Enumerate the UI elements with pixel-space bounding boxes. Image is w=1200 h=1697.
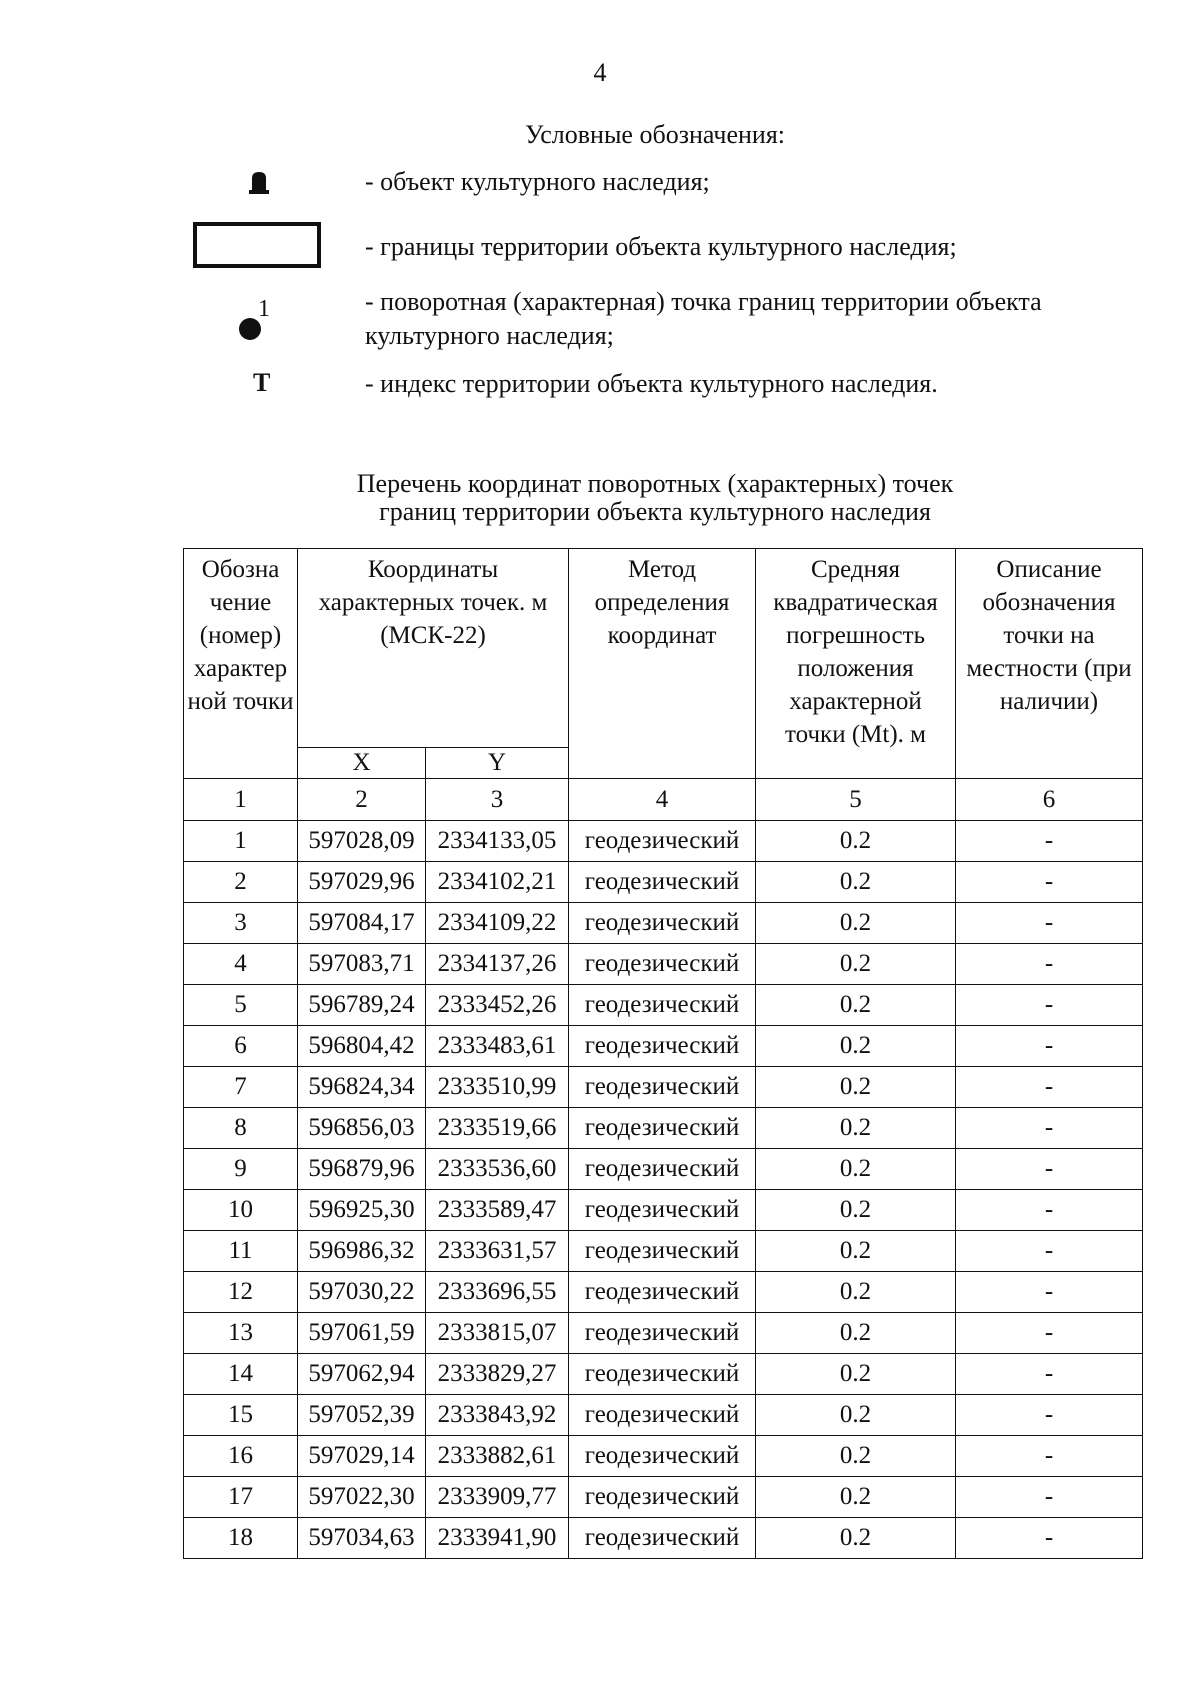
error-cell: 0.2 xyxy=(756,903,956,944)
error-cell: 0.2 xyxy=(756,1272,956,1313)
error-cell: 0.2 xyxy=(756,1436,956,1477)
description-cell: - xyxy=(956,903,1143,944)
table-row xyxy=(184,821,1143,862)
error-cell: 0.2 xyxy=(756,862,956,903)
method-cell: геодезический xyxy=(569,1395,756,1436)
x-coordinate-cell: 597062,94 xyxy=(298,1354,426,1395)
x-coordinate-cell: 597028,09 xyxy=(298,821,426,862)
table-row xyxy=(184,1477,1143,1518)
point-number-cell: 18 xyxy=(184,1518,298,1559)
y-coordinate-cell: 2334137,26 xyxy=(426,944,569,985)
description-cell: - xyxy=(956,1067,1143,1108)
description-cell: - xyxy=(956,1436,1143,1477)
error-cell: 0.2 xyxy=(756,1313,956,1354)
territory-index-icon: Т xyxy=(253,368,271,397)
method-cell: геодезический xyxy=(569,1026,756,1067)
header-description: Описание обозначения точки на местности (при наличии) xyxy=(956,549,1143,779)
point-number-cell: 4 xyxy=(184,944,298,985)
x-coordinate-cell: 596824,34 xyxy=(298,1067,426,1108)
error-cell: 0.2 xyxy=(756,1395,956,1436)
legend-title: Условные обозначения: xyxy=(524,120,786,149)
point-number-cell: 12 xyxy=(184,1272,298,1313)
table-row xyxy=(184,1518,1143,1559)
error-cell: 0.2 xyxy=(756,1231,956,1272)
error-cell: 0.2 xyxy=(756,1026,956,1067)
point-number-cell: 6 xyxy=(184,1026,298,1067)
table-row xyxy=(184,1354,1143,1395)
page-number: 4 xyxy=(593,58,607,87)
description-cell: - xyxy=(956,1272,1143,1313)
method-cell: геодезический xyxy=(569,1313,756,1354)
y-coordinate-cell: 2333829,27 xyxy=(426,1354,569,1395)
x-coordinate-cell: 597034,63 xyxy=(298,1518,426,1559)
error-cell: 0.2 xyxy=(756,985,956,1026)
y-coordinate-cell: 2333519,66 xyxy=(426,1108,569,1149)
point-number-cell: 8 xyxy=(184,1108,298,1149)
point-number-cell: 17 xyxy=(184,1477,298,1518)
y-coordinate-cell: 2333631,57 xyxy=(426,1231,569,1272)
y-coordinate-cell: 2334102,21 xyxy=(426,862,569,903)
method-cell: геодезический xyxy=(569,1149,756,1190)
header-designation: Обозна чение (номер) характер ной точки xyxy=(184,549,298,779)
method-cell: геодезический xyxy=(569,821,756,862)
column-number: 5 xyxy=(756,779,956,821)
method-cell: геодезический xyxy=(569,1477,756,1518)
table-row xyxy=(184,1272,1143,1313)
x-coordinate-cell: 596879,96 xyxy=(298,1149,426,1190)
x-coordinate-cell: 596789,24 xyxy=(298,985,426,1026)
table-row xyxy=(184,1149,1143,1190)
x-coordinate-cell: 597029,14 xyxy=(298,1436,426,1477)
x-coordinate-cell: 597061,59 xyxy=(298,1313,426,1354)
point-number-cell: 16 xyxy=(184,1436,298,1477)
method-cell: геодезический xyxy=(569,985,756,1026)
description-cell: - xyxy=(956,1518,1143,1559)
method-cell: геодезический xyxy=(569,1518,756,1559)
y-coordinate-cell: 2333483,61 xyxy=(426,1026,569,1067)
description-cell: - xyxy=(956,944,1143,985)
point-number-cell: 15 xyxy=(184,1395,298,1436)
x-coordinate-cell: 596804,42 xyxy=(298,1026,426,1067)
x-coordinate-cell: 597022,30 xyxy=(298,1477,426,1518)
column-number: 2 xyxy=(298,779,426,821)
y-coordinate-cell: 2333589,47 xyxy=(426,1190,569,1231)
method-cell: геодезический xyxy=(569,1108,756,1149)
error-cell: 0.2 xyxy=(756,1518,956,1559)
table-title xyxy=(0,470,1200,526)
method-cell: геодезический xyxy=(569,1067,756,1108)
point-number-cell: 11 xyxy=(184,1231,298,1272)
table-row xyxy=(184,944,1143,985)
method-cell: геодезический xyxy=(569,1354,756,1395)
table-title-line-2: границ территории объекта культурного наследия xyxy=(379,497,931,526)
method-cell: геодезический xyxy=(569,944,756,985)
error-cell: 0.2 xyxy=(756,1354,956,1395)
description-cell: - xyxy=(956,1395,1143,1436)
description-cell: - xyxy=(956,1354,1143,1395)
table-row xyxy=(184,1108,1143,1149)
x-coordinate-cell: 597084,17 xyxy=(298,903,426,944)
description-cell: - xyxy=(956,1190,1143,1231)
point-number-cell: 3 xyxy=(184,903,298,944)
legend-item-turning-point: - поворотная (характерная) точка границ территории объекта культурного наследия; xyxy=(365,287,1042,350)
method-cell: геодезический xyxy=(569,862,756,903)
x-coordinate-cell: 597029,96 xyxy=(298,862,426,903)
error-cell: 0.2 xyxy=(756,1108,956,1149)
error-cell: 0.2 xyxy=(756,821,956,862)
description-cell: - xyxy=(956,985,1143,1026)
territory-boundary-icon xyxy=(193,222,321,268)
description-cell: - xyxy=(956,1313,1143,1354)
point-number-cell: 10 xyxy=(184,1190,298,1231)
coordinates-table xyxy=(183,548,1143,1559)
column-number: 1 xyxy=(184,779,298,821)
table-row xyxy=(184,903,1143,944)
error-cell: 0.2 xyxy=(756,1149,956,1190)
y-coordinate-cell: 2333843,92 xyxy=(426,1395,569,1436)
column-number: 6 xyxy=(956,779,1143,821)
point-number-cell: 1 xyxy=(184,821,298,862)
header-y: Y xyxy=(426,748,569,779)
point-number-cell: 9 xyxy=(184,1149,298,1190)
method-cell: геодезический xyxy=(569,903,756,944)
table-row xyxy=(184,1436,1143,1477)
x-coordinate-cell: 597052,39 xyxy=(298,1395,426,1436)
cultural-heritage-object-icon xyxy=(249,170,269,194)
description-cell: - xyxy=(956,1477,1143,1518)
table-row xyxy=(184,1190,1143,1231)
point-number-cell: 14 xyxy=(184,1354,298,1395)
point-number-cell: 7 xyxy=(184,1067,298,1108)
method-cell: геодезический xyxy=(569,1436,756,1477)
description-cell: - xyxy=(956,1149,1143,1190)
header-x: X xyxy=(298,748,426,779)
description-cell: - xyxy=(956,1231,1143,1272)
table-row xyxy=(184,985,1143,1026)
header-coordinates: Координаты характерных точек. м (МСК-22) xyxy=(298,549,569,748)
legend-item-territory-index: - индекс территории объекта культурного наследия. xyxy=(365,369,938,398)
method-cell: геодезический xyxy=(569,1190,756,1231)
description-cell: - xyxy=(956,862,1143,903)
y-coordinate-cell: 2333536,60 xyxy=(426,1149,569,1190)
y-coordinate-cell: 2333941,90 xyxy=(426,1518,569,1559)
table-row xyxy=(184,1395,1143,1436)
x-coordinate-cell: 596856,03 xyxy=(298,1108,426,1149)
y-coordinate-cell: 2333452,26 xyxy=(426,985,569,1026)
column-number: 3 xyxy=(426,779,569,821)
table-row xyxy=(184,862,1143,903)
x-coordinate-cell: 596986,32 xyxy=(298,1231,426,1272)
header-error: Средняя квадратическая погрешность положения характерной точки (Mt). м xyxy=(756,549,956,779)
table-title-line-1: Перечень координат поворотных (характерных) точек xyxy=(356,469,954,498)
error-cell: 0.2 xyxy=(756,1190,956,1231)
column-number: 4 xyxy=(569,779,756,821)
description-cell: - xyxy=(956,1026,1143,1067)
turning-point-label: 1 xyxy=(258,296,270,322)
point-number-cell: 2 xyxy=(184,862,298,903)
point-number-cell: 13 xyxy=(184,1313,298,1354)
y-coordinate-cell: 2333815,07 xyxy=(426,1313,569,1354)
column-numbers-row xyxy=(184,779,1143,821)
description-cell: - xyxy=(956,1108,1143,1149)
table-row xyxy=(184,1313,1143,1354)
y-coordinate-cell: 2333909,77 xyxy=(426,1477,569,1518)
legend-item-territory-boundary: - границы территории объекта культурного наследия; xyxy=(365,232,957,261)
y-coordinate-cell: 2334133,05 xyxy=(426,821,569,862)
error-cell: 0.2 xyxy=(756,1477,956,1518)
method-cell: геодезический xyxy=(569,1272,756,1313)
error-cell: 0.2 xyxy=(756,944,956,985)
description-cell: - xyxy=(956,821,1143,862)
legend-item-heritage-object: - объект культурного наследия; xyxy=(365,167,710,196)
x-coordinate-cell: 597030,22 xyxy=(298,1272,426,1313)
x-coordinate-cell: 597083,71 xyxy=(298,944,426,985)
y-coordinate-cell: 2333882,61 xyxy=(426,1436,569,1477)
table-row xyxy=(184,1067,1143,1108)
point-number-cell: 5 xyxy=(184,985,298,1026)
y-coordinate-cell: 2333510,99 xyxy=(426,1067,569,1108)
y-coordinate-cell: 2333696,55 xyxy=(426,1272,569,1313)
x-coordinate-cell: 596925,30 xyxy=(298,1190,426,1231)
y-coordinate-cell: 2334109,22 xyxy=(426,903,569,944)
table-row xyxy=(184,1026,1143,1067)
method-cell: геодезический xyxy=(569,1231,756,1272)
header-method: Метод определения координат xyxy=(569,549,756,779)
table-row xyxy=(184,1231,1143,1272)
error-cell: 0.2 xyxy=(756,1067,956,1108)
turning-point-icon xyxy=(239,296,281,346)
